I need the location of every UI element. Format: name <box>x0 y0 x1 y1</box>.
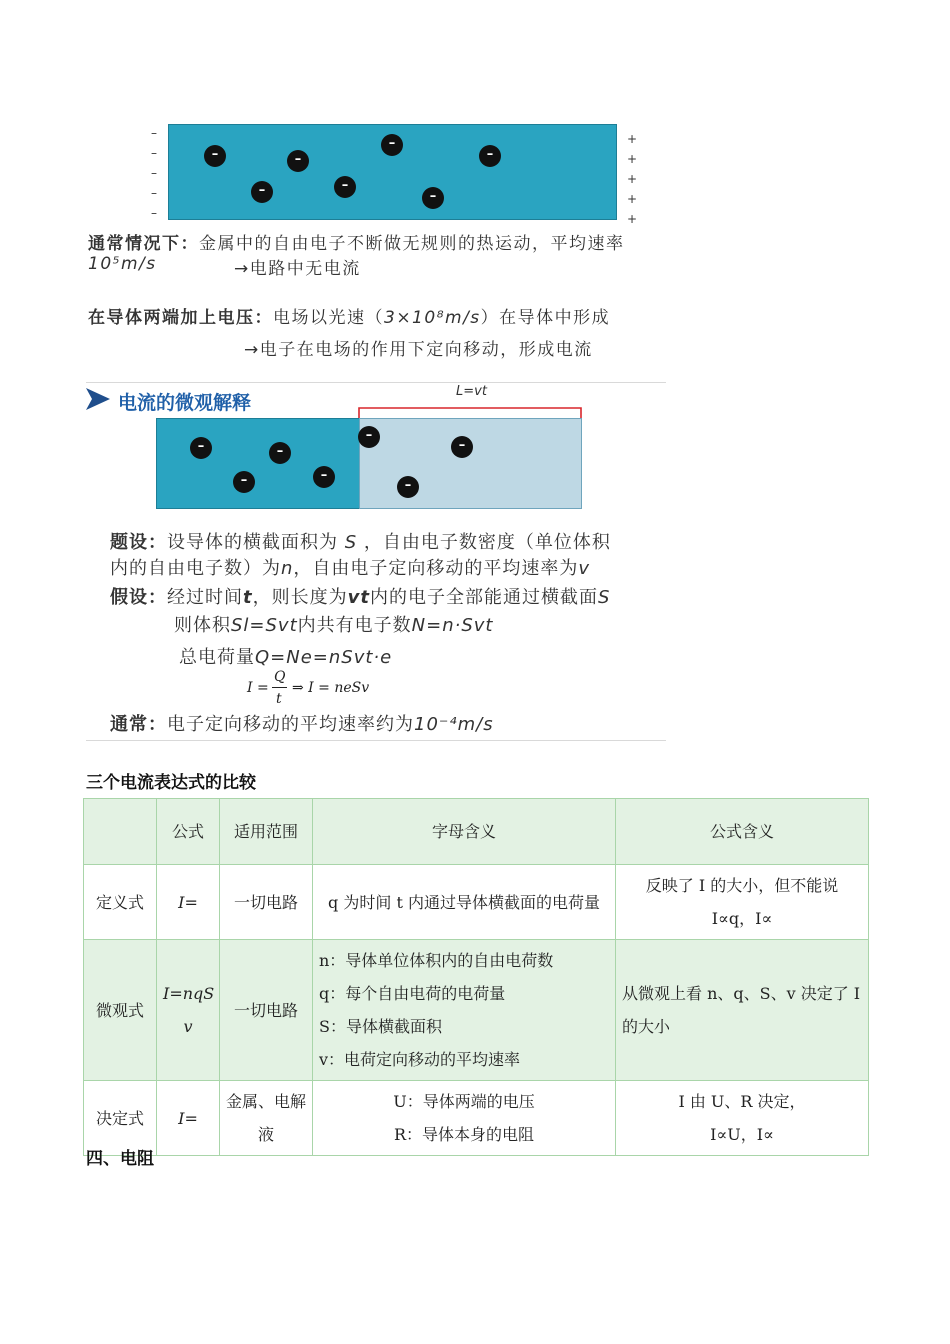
next-section-title: 四、电阻 <box>86 1149 154 1169</box>
usually-label: 通常： <box>110 714 167 735</box>
negative-sign: – <box>151 126 157 140</box>
letter-meaning: n：导体单位体积内的自由电荷数 <box>319 951 554 970</box>
count-text: 内共有电子数 <box>297 615 412 636</box>
var-S: S <box>597 587 611 608</box>
volume-formula: Sl=Svt <box>231 615 298 636</box>
light-speed: 3×10⁸m/s <box>384 308 481 328</box>
voltage-text: 电场以光速（ <box>273 308 384 328</box>
electron: – <box>233 471 255 493</box>
row-name: 定义式 <box>84 865 157 940</box>
voltage-result: →电子在电场的作用下定向移动，形成电流 <box>244 340 593 360</box>
count-formula: N=n·Svt <box>411 615 494 636</box>
row-formula: I= <box>157 1081 220 1156</box>
formula-numerator: Q <box>274 669 286 685</box>
row-letters <box>313 940 616 1081</box>
row-scope: 一切电路 <box>220 865 313 940</box>
voltage-label: 在导体两端加上电压： <box>88 308 273 328</box>
electron: – <box>334 176 356 198</box>
heading-arrow-icon <box>86 388 110 410</box>
electron: – <box>251 181 273 203</box>
meaning-line: I 由 U、R 决定， <box>678 1092 806 1111</box>
assume-text: 经过时间 <box>167 587 243 608</box>
letter-meaning: U：导体两端的电压 <box>393 1092 535 1111</box>
normal-state-text: 金属中的自由电子不断做无规则的热运动，平均速率 <box>199 234 625 254</box>
normal-result: →电路中无电流 <box>234 259 361 279</box>
row-meaning <box>616 1081 869 1156</box>
meaning-line: 反映了 I 的大小，但不能说 <box>645 876 839 895</box>
voltage-line <box>88 303 610 328</box>
divider <box>86 740 666 741</box>
positive-sign: + <box>627 132 638 146</box>
comparison-table <box>83 798 869 1156</box>
letter-meaning: v：电荷定向移动的平均速率 <box>319 1050 521 1069</box>
formula-result: ⇒ I = neSv <box>292 680 370 696</box>
voltage-text-tail: ）在导体中形成 <box>480 308 611 328</box>
electron: – <box>358 426 380 448</box>
var-v: v <box>578 558 591 579</box>
fraction-bar <box>272 687 287 688</box>
meaning-line: 从微观上看 n、q、S、v 决定了 I 的大小 <box>622 984 861 1036</box>
row-letters <box>313 1081 616 1156</box>
conductor-segment-vt <box>359 418 582 509</box>
negative-sign: – <box>151 186 157 200</box>
conductor-bar <box>156 418 361 509</box>
table-row <box>84 940 869 1081</box>
normal-speed-line <box>88 254 157 274</box>
table-row <box>84 1081 869 1156</box>
derivation-line-2 <box>110 554 590 580</box>
length-bracket <box>357 404 583 420</box>
table-row <box>84 865 869 940</box>
header-cell: 适用范围 <box>220 799 313 865</box>
electron: – <box>269 442 291 464</box>
given-text: 设导体的横截面积为 <box>167 532 338 553</box>
formula-denominator: t <box>276 691 282 707</box>
header-cell: 公式 <box>157 799 220 865</box>
meaning-line: I∝q，I∝ <box>711 909 773 928</box>
given-text-4: ，自由电子定向移动的平均速率为 <box>293 558 579 579</box>
length-label: L=vt <box>456 384 487 399</box>
assume-label: 假设： <box>110 587 167 608</box>
given-text-2: ，自由电子数密度（单位体积 <box>363 532 611 553</box>
section-heading: 电流的微观解释 <box>118 392 252 414</box>
header-cell: 字母含义 <box>313 799 616 865</box>
row-name: 决定式 <box>84 1081 157 1156</box>
drift-speed: 10⁻⁴m/s <box>414 714 494 735</box>
assume-text-3: 内的电子全部能通过横截面 <box>369 587 598 608</box>
letter-meaning: R：导体本身的电阻 <box>393 1125 535 1144</box>
electron: – <box>422 187 444 209</box>
positive-sign: + <box>627 212 638 226</box>
derivation-line-6 <box>110 710 494 736</box>
header-cell <box>84 799 157 865</box>
electron: – <box>204 145 226 167</box>
meaning-line: I∝U，I∝ <box>710 1125 774 1144</box>
given-text-3: 内的自由电子数）为 <box>110 558 281 579</box>
divider <box>86 382 666 383</box>
row-letters <box>313 865 616 940</box>
comparison-title: 三个电流表达式的比较 <box>86 773 256 793</box>
electron: – <box>287 150 309 172</box>
charge-text: 总电荷量 <box>179 647 255 668</box>
derivation-line-1 <box>110 528 611 554</box>
electron: – <box>190 437 212 459</box>
row-meaning <box>616 940 869 1081</box>
electron: – <box>313 466 335 488</box>
positive-sign: + <box>627 172 638 186</box>
formula-I: I = <box>247 680 269 696</box>
volume-text: 则体积 <box>174 615 231 636</box>
electron: – <box>381 134 403 156</box>
electron: – <box>451 436 473 458</box>
row-meaning <box>616 865 869 940</box>
positive-sign: + <box>627 192 638 206</box>
row-scope: 金属、电解液 <box>220 1081 313 1156</box>
derivation-line-4 <box>174 611 493 637</box>
var-t: t <box>243 587 253 608</box>
thermal-speed: 10⁵m/s <box>88 254 157 274</box>
normal-state-label: 通常情况下： <box>88 234 199 254</box>
normal-state-line <box>88 229 625 254</box>
assume-text-2: ，则长度为 <box>252 587 348 608</box>
row-formula: I= <box>157 865 220 940</box>
table-header-row <box>84 799 869 865</box>
letter-meaning: S：导体横截面积 <box>319 1017 442 1036</box>
header-cell: 公式含义 <box>616 799 869 865</box>
row-scope: 一切电路 <box>220 940 313 1081</box>
given-label: 题设： <box>110 532 167 553</box>
letter-meaning: q：每个自由电荷的电荷量 <box>319 984 506 1003</box>
electron: – <box>479 145 501 167</box>
positive-sign: + <box>627 152 638 166</box>
row-formula: I=nqS v <box>157 940 220 1081</box>
var-vt: vt <box>347 587 370 608</box>
charge-formula: Q=Ne=nSvt·e <box>255 647 393 668</box>
var-S: S <box>344 532 358 553</box>
negative-sign: – <box>151 166 157 180</box>
var-n: n <box>281 558 294 579</box>
negative-sign: – <box>151 146 157 160</box>
electron: – <box>397 476 419 498</box>
row-name: 微观式 <box>84 940 157 1081</box>
negative-sign: – <box>151 206 157 220</box>
derivation-line-5 <box>179 643 392 669</box>
usually-text: 电子定向移动的平均速率约为 <box>167 714 414 735</box>
derivation-line-3 <box>110 583 610 609</box>
letter-meaning: q 为时间 t 内通过导体横截面的电荷量 <box>328 892 600 912</box>
